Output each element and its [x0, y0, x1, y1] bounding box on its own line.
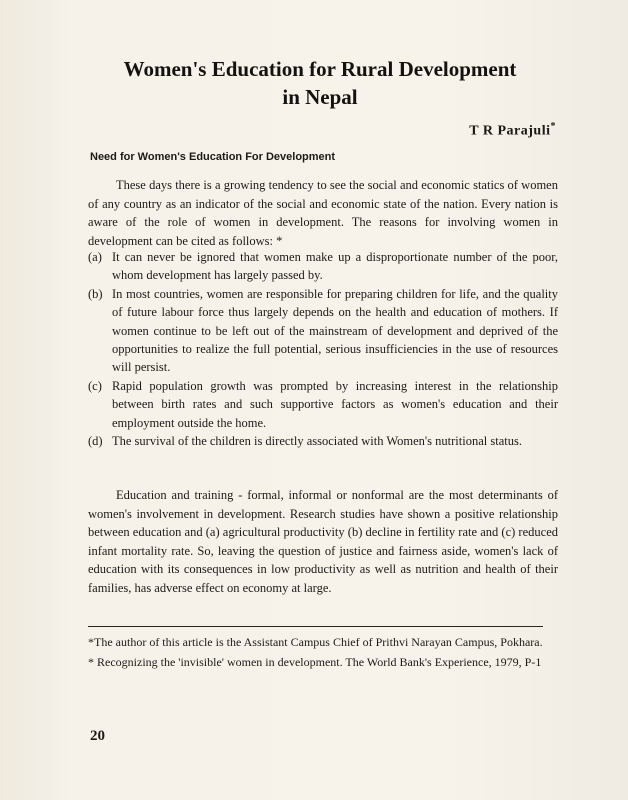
- footnote: [88, 633, 558, 651]
- list-text: In most countries, women are responsible for preparing children for life, and the quality of future labour force thus largely depends on the health and education of mothers. If women continue to be left out of the mainstream of development and deprived of the opportunities to realize the full potential, serious insufficiencies in the use of resources will persist.: [112, 286, 558, 375]
- title-line-1: Women's Education for Rural Development: [123, 57, 517, 81]
- list-item: [88, 248, 558, 285]
- footnotes: [88, 633, 558, 673]
- section-heading: Need for Women's Education For Development: [90, 151, 336, 163]
- page-number: 20: [90, 728, 105, 744]
- intro-text: These days there is a growing tendency to see the social and economic statics of women of any country as an indicator of the social and economic state of the nation. Every nation is aware of the role of women in development. The reasons for involving women in development can be cited as follows: *: [88, 178, 558, 248]
- list-item: [88, 377, 558, 432]
- footnote-mark: *: [88, 635, 94, 649]
- title-line-2: in Nepal: [282, 85, 358, 109]
- list-marker: (c): [88, 378, 102, 393]
- closing-paragraph: Education and training - formal, informal or nonformal are the most determinants of women's involvement in development. Research studies have shown a positive relationship between education and (a) agricultural productivity (b) decline in fertility rate and (c) reduced infant mortality rate. So, leaving the question of justice and fairness aside, women's lack of education with its consequences in low productivity as well as nutrition and health of their families, has adverse effect on economy at large.: [88, 488, 558, 595]
- list-marker: (b): [88, 286, 103, 301]
- list-text: Rapid population growth was prompted by increasing interest in the relationship between birth rates and such supportive factors as women's education and their employment outside the home.: [112, 378, 558, 430]
- intro-paragraph: [88, 176, 558, 250]
- footnote-mark: *: [88, 655, 94, 669]
- list-marker: (d): [88, 434, 103, 449]
- list-text: It can never be ignored that women make up a disproportionate number of the poor, whom development has largely passed by.: [112, 250, 558, 283]
- reasons-list: [88, 248, 558, 450]
- list-item: [88, 285, 558, 377]
- list-item: [88, 432, 558, 450]
- list-marker: (a): [88, 250, 102, 264]
- list-text: The survival of the children is directly associated with Women's nutritional status.: [112, 434, 522, 449]
- footnote-text: Recognizing the 'invisible' women in development. The World Bank's Experience, 1979, P-1: [97, 655, 542, 669]
- author-text: T R Parajuli: [469, 123, 551, 139]
- footnote: [88, 653, 558, 671]
- footnote-divider: [88, 626, 543, 627]
- footnote-text: The author of this article is the Assistant Campus Chief of Prithvi Narayan Campus, Pokhara.: [94, 635, 543, 649]
- author-name: [469, 121, 556, 140]
- author-footnote-mark: *: [550, 121, 556, 132]
- article-title: [60, 55, 580, 111]
